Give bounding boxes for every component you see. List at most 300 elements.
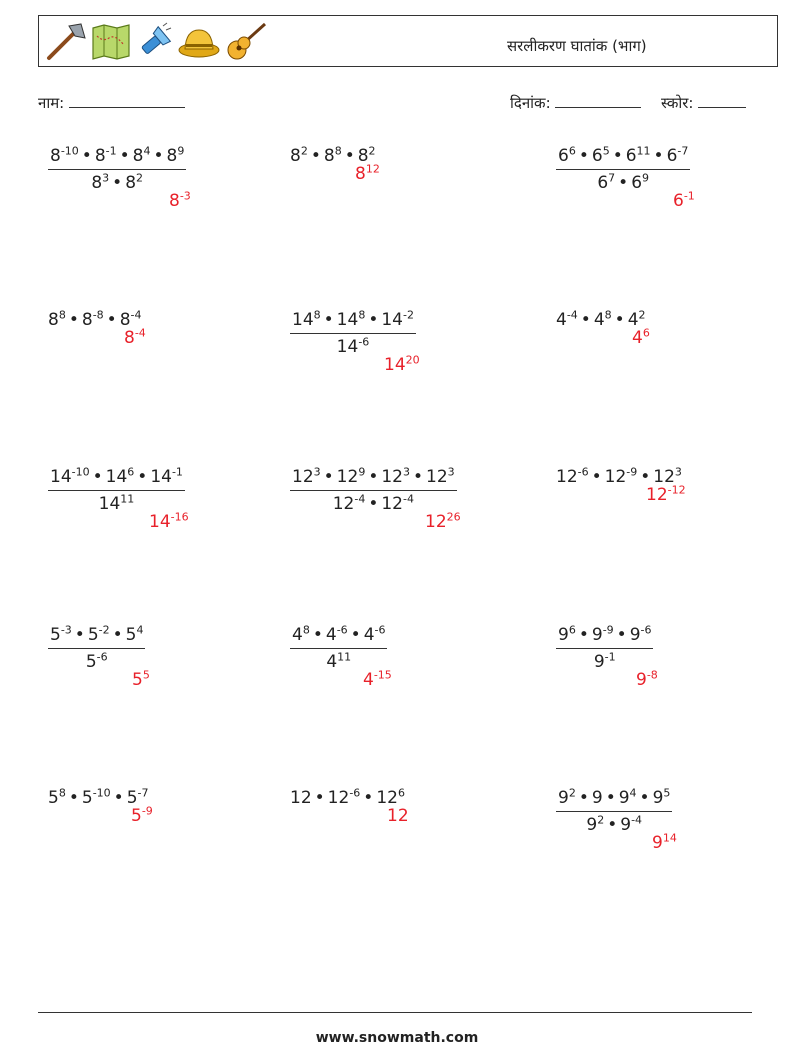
footer-divider bbox=[38, 1012, 752, 1013]
power-term bbox=[376, 788, 405, 808]
exponent: 3 bbox=[674, 465, 682, 479]
answer bbox=[363, 670, 392, 690]
answer bbox=[646, 485, 686, 505]
exponent: -2 bbox=[98, 623, 110, 637]
exponent: 3 bbox=[102, 171, 110, 185]
power-term bbox=[558, 146, 576, 166]
problem-expression bbox=[556, 146, 690, 193]
answer bbox=[169, 191, 191, 211]
power-term bbox=[337, 467, 366, 487]
power-term bbox=[364, 625, 386, 645]
multiply-dot: • bbox=[616, 625, 627, 645]
base: 9 bbox=[618, 788, 630, 808]
base: 4 bbox=[292, 625, 303, 645]
base: 12 bbox=[290, 788, 312, 808]
problem-expression bbox=[48, 146, 186, 193]
multiply-dot: • bbox=[653, 146, 664, 166]
multiply-dot: • bbox=[605, 788, 616, 808]
power-term bbox=[605, 467, 638, 487]
exponent: -4 bbox=[130, 308, 142, 322]
denominator bbox=[556, 812, 672, 835]
answer-exponent: 6 bbox=[642, 326, 650, 340]
answer-base: 12 bbox=[387, 806, 409, 826]
exponent: 11 bbox=[636, 144, 651, 158]
exponent: 4 bbox=[143, 144, 151, 158]
denominator bbox=[48, 649, 145, 672]
base: 14 bbox=[336, 310, 359, 330]
power-term bbox=[426, 467, 455, 487]
denominator bbox=[556, 170, 690, 193]
name-blank[interactable] bbox=[69, 93, 185, 108]
exponent: 3 bbox=[313, 465, 321, 479]
power-term bbox=[292, 310, 321, 330]
fraction bbox=[48, 467, 185, 514]
denominator bbox=[290, 334, 416, 357]
exponent: -4 bbox=[354, 492, 366, 506]
problem-expression bbox=[290, 467, 457, 514]
header-icons bbox=[45, 20, 267, 64]
base: 9 bbox=[586, 815, 598, 835]
exponent: -6 bbox=[358, 335, 370, 349]
base: 12 bbox=[381, 467, 403, 487]
answer-exponent: -4 bbox=[134, 326, 146, 340]
answer-base: 6 bbox=[673, 191, 684, 211]
exponent: -4 bbox=[631, 813, 643, 827]
answer bbox=[131, 806, 153, 826]
name-field bbox=[38, 93, 185, 113]
multiply-dot: • bbox=[368, 494, 379, 514]
base: 14 bbox=[105, 467, 128, 487]
base: 12 bbox=[604, 467, 627, 487]
power-term bbox=[48, 310, 66, 330]
power-term bbox=[333, 494, 366, 514]
answer bbox=[673, 191, 695, 211]
multiply-dot: • bbox=[312, 625, 323, 645]
multiply-dot: • bbox=[153, 146, 164, 166]
answer-base: 5 bbox=[132, 670, 143, 690]
multiply-dot: • bbox=[580, 310, 591, 330]
power-term bbox=[558, 625, 576, 645]
multiply-dot: • bbox=[74, 625, 85, 645]
base: 4 bbox=[556, 310, 567, 330]
base: 12 bbox=[292, 467, 314, 487]
pith-helmet-icon bbox=[177, 22, 221, 62]
multiply-dot: • bbox=[81, 146, 92, 166]
base: 6 bbox=[666, 146, 678, 166]
footer-website: www.snowmath.com bbox=[315, 1030, 479, 1046]
problem-expression bbox=[48, 467, 185, 514]
multiply-dot: • bbox=[314, 788, 325, 808]
power-term bbox=[50, 146, 79, 166]
worksheet-title: सरलीकरण घातांक (भाग) bbox=[507, 37, 647, 55]
base: 4 bbox=[326, 652, 338, 672]
base: 6 bbox=[558, 146, 569, 166]
base: 12 bbox=[556, 467, 578, 487]
problem-expression bbox=[48, 310, 141, 330]
power-term bbox=[381, 310, 414, 330]
exponent: -4 bbox=[566, 308, 578, 322]
multiply-dot: • bbox=[137, 467, 148, 487]
numerator bbox=[556, 625, 653, 649]
base: 8 bbox=[48, 310, 59, 330]
problem-expression bbox=[556, 467, 682, 487]
exponent: -2 bbox=[402, 308, 414, 322]
base: 5 bbox=[50, 625, 61, 645]
multiply-dot: • bbox=[112, 625, 123, 645]
multiply-dot: • bbox=[68, 310, 79, 330]
exponent: -4 bbox=[402, 492, 414, 506]
map-icon bbox=[91, 22, 131, 62]
answer bbox=[149, 512, 189, 532]
multiply-dot: • bbox=[368, 310, 379, 330]
multiply-dot: • bbox=[119, 146, 130, 166]
problem-expression bbox=[48, 625, 145, 672]
exponent: 4 bbox=[136, 623, 144, 637]
multiply-dot: • bbox=[68, 788, 79, 808]
base: 5 bbox=[85, 652, 97, 672]
exponent: 8 bbox=[313, 308, 321, 322]
multiply-dot: • bbox=[591, 467, 602, 487]
base: 12 bbox=[376, 788, 398, 808]
multiply-dot: • bbox=[612, 146, 623, 166]
power-term bbox=[381, 467, 410, 487]
answer-exponent: 5 bbox=[142, 668, 150, 682]
exponent: 2 bbox=[368, 144, 376, 158]
numerator bbox=[48, 146, 186, 170]
power-term bbox=[126, 625, 144, 645]
multiply-dot: • bbox=[578, 625, 589, 645]
multiply-dot: • bbox=[614, 310, 625, 330]
fraction bbox=[290, 625, 387, 672]
answer-base: 4 bbox=[632, 328, 643, 348]
base: 12 bbox=[332, 494, 355, 514]
multiply-dot: • bbox=[363, 788, 374, 808]
exponent: 2 bbox=[638, 308, 646, 322]
exponent: 9 bbox=[177, 144, 185, 158]
base: 6 bbox=[625, 146, 637, 166]
base: 8 bbox=[132, 146, 144, 166]
name-label: नाम: bbox=[38, 94, 65, 112]
base: 5 bbox=[126, 788, 138, 808]
fraction bbox=[556, 788, 672, 835]
answer bbox=[387, 806, 409, 826]
fraction bbox=[290, 310, 416, 357]
base: 14 bbox=[381, 310, 403, 330]
multiply-dot: • bbox=[618, 173, 629, 193]
numerator bbox=[290, 625, 387, 649]
base: 9 bbox=[593, 652, 605, 672]
power-term bbox=[619, 788, 637, 808]
multiply-dot: • bbox=[578, 788, 589, 808]
answer bbox=[632, 328, 650, 348]
power-term bbox=[133, 146, 151, 166]
base: 9 bbox=[558, 625, 569, 645]
problem-expression bbox=[556, 625, 653, 672]
power-term bbox=[337, 310, 366, 330]
problem-expression bbox=[290, 788, 405, 808]
power-term bbox=[653, 788, 671, 808]
base: 8 bbox=[290, 146, 301, 166]
power-term bbox=[337, 337, 370, 357]
answer-base: 5 bbox=[131, 806, 142, 826]
multiply-dot: • bbox=[323, 467, 334, 487]
multiply-dot: • bbox=[368, 467, 379, 487]
answer-base: 12 bbox=[425, 512, 447, 532]
answer bbox=[652, 833, 677, 853]
answer-exponent: -1 bbox=[683, 189, 695, 203]
multiply-dot: • bbox=[323, 310, 334, 330]
answer-base: 9 bbox=[652, 833, 663, 853]
exponent: -6 bbox=[349, 786, 361, 800]
power-term bbox=[290, 146, 308, 166]
power-term bbox=[91, 173, 109, 193]
multiply-dot: • bbox=[106, 310, 117, 330]
exponent: -9 bbox=[626, 465, 638, 479]
exponent: 9 bbox=[642, 171, 650, 185]
exponent: 7 bbox=[608, 171, 616, 185]
base: 12 bbox=[336, 467, 359, 487]
exponent: -6 bbox=[640, 623, 652, 637]
date-label: दिनांक: bbox=[510, 94, 551, 112]
date-blank[interactable] bbox=[555, 93, 641, 108]
base: 6 bbox=[597, 173, 609, 193]
base: 9 bbox=[558, 788, 569, 808]
problem-expression bbox=[290, 625, 387, 672]
multiply-dot: • bbox=[607, 815, 618, 835]
exponent: -6 bbox=[96, 650, 108, 664]
base: 5 bbox=[125, 625, 137, 645]
base: 12 bbox=[426, 467, 448, 487]
multiply-dot: • bbox=[639, 788, 650, 808]
power-term bbox=[292, 625, 310, 645]
power-term bbox=[326, 625, 348, 645]
exponent: -3 bbox=[60, 623, 72, 637]
answer-exponent: 20 bbox=[405, 353, 420, 367]
base: 9 bbox=[591, 625, 603, 645]
problem-expression bbox=[290, 146, 376, 166]
base: 8 bbox=[81, 310, 93, 330]
problem-expression bbox=[290, 310, 416, 357]
base: 9 bbox=[629, 625, 641, 645]
answer-base: 14 bbox=[384, 355, 406, 375]
base: 9 bbox=[652, 788, 664, 808]
answer-base: 14 bbox=[149, 512, 171, 532]
answer-exponent: 26 bbox=[446, 510, 461, 524]
base: 8 bbox=[91, 173, 103, 193]
exponent: 8 bbox=[58, 308, 66, 322]
power-term bbox=[86, 652, 108, 672]
fraction bbox=[556, 625, 653, 672]
exponent: 8 bbox=[302, 623, 310, 637]
multiply-dot: • bbox=[412, 467, 424, 487]
power-term bbox=[150, 467, 183, 487]
exponent: -1 bbox=[105, 144, 117, 158]
answer-base: 9 bbox=[636, 670, 647, 690]
numerator bbox=[290, 467, 457, 491]
exponent: -9 bbox=[602, 623, 614, 637]
answer-base: 8 bbox=[355, 164, 366, 184]
exponent: 8 bbox=[358, 308, 366, 322]
multiply-dot: • bbox=[640, 467, 651, 487]
power-term bbox=[99, 494, 135, 514]
base: 8 bbox=[94, 146, 106, 166]
flashlight-icon bbox=[135, 22, 173, 62]
exponent: 6 bbox=[568, 144, 576, 158]
base: 4 bbox=[593, 310, 605, 330]
power-term bbox=[326, 652, 351, 672]
multiply-dot: • bbox=[92, 467, 103, 487]
exponent: -7 bbox=[137, 786, 149, 800]
base: 5 bbox=[81, 788, 93, 808]
power-term bbox=[586, 815, 604, 835]
base: 4 bbox=[627, 310, 639, 330]
power-term bbox=[88, 625, 110, 645]
fraction bbox=[48, 146, 186, 193]
fraction bbox=[290, 467, 457, 514]
exponent: -8 bbox=[92, 308, 104, 322]
base: 9 bbox=[620, 815, 632, 835]
base: 5 bbox=[48, 788, 59, 808]
base: 12 bbox=[327, 788, 350, 808]
power-term bbox=[50, 625, 72, 645]
power-term bbox=[594, 652, 616, 672]
power-term bbox=[381, 494, 414, 514]
exponent: 8 bbox=[604, 308, 612, 322]
guitar-icon bbox=[225, 22, 267, 62]
exponent: 2 bbox=[568, 786, 576, 800]
power-term bbox=[82, 310, 104, 330]
exponent: 9 bbox=[358, 465, 366, 479]
power-term bbox=[48, 788, 66, 808]
exponent: 8 bbox=[334, 144, 342, 158]
numerator bbox=[48, 625, 145, 649]
problem-expression bbox=[48, 788, 148, 808]
answer-exponent: 12 bbox=[365, 162, 380, 176]
base: 4 bbox=[325, 625, 337, 645]
header-box bbox=[38, 15, 778, 67]
score-label: स्कोर: bbox=[660, 94, 694, 112]
exponent: 4 bbox=[629, 786, 637, 800]
denominator bbox=[556, 649, 653, 672]
exponent: 2 bbox=[136, 171, 144, 185]
denominator bbox=[48, 170, 186, 193]
base: 14 bbox=[292, 310, 314, 330]
power-term bbox=[626, 146, 651, 166]
base: 9 bbox=[591, 788, 603, 808]
exponent: -6 bbox=[577, 465, 589, 479]
answer-exponent: -16 bbox=[170, 510, 189, 524]
multiply-dot: • bbox=[310, 146, 321, 166]
base: 6 bbox=[591, 146, 603, 166]
denominator bbox=[48, 491, 185, 514]
base: 6 bbox=[631, 173, 643, 193]
power-term bbox=[592, 625, 614, 645]
answer-base: 8 bbox=[169, 191, 180, 211]
exponent: 6 bbox=[568, 623, 576, 637]
numerator bbox=[48, 467, 185, 491]
base: 5 bbox=[87, 625, 99, 645]
power-term bbox=[292, 467, 321, 487]
exponent: 6 bbox=[397, 786, 405, 800]
power-term bbox=[620, 815, 642, 835]
power-term bbox=[631, 173, 649, 193]
answer-base: 8 bbox=[124, 328, 135, 348]
answer-exponent: -9 bbox=[141, 804, 153, 818]
answer bbox=[124, 328, 146, 348]
answer-base: 12 bbox=[646, 485, 668, 505]
exponent: 2 bbox=[597, 813, 605, 827]
base: 12 bbox=[653, 467, 675, 487]
power-term bbox=[558, 788, 576, 808]
exponent: -1 bbox=[171, 465, 183, 479]
exponent: 2 bbox=[300, 144, 308, 158]
base: 8 bbox=[166, 146, 178, 166]
multiply-dot: • bbox=[350, 625, 361, 645]
power-term bbox=[290, 788, 312, 808]
base: 8 bbox=[125, 173, 137, 193]
multiply-dot: • bbox=[344, 146, 355, 166]
answer-exponent: -12 bbox=[667, 483, 686, 497]
answer-exponent: -8 bbox=[646, 668, 658, 682]
exponent: -10 bbox=[92, 786, 111, 800]
exponent: 5 bbox=[602, 144, 610, 158]
exponent: -10 bbox=[60, 144, 79, 158]
answer bbox=[636, 670, 658, 690]
power-term bbox=[328, 788, 361, 808]
multiply-dot: • bbox=[112, 173, 123, 193]
exponent: -6 bbox=[336, 623, 348, 637]
power-term bbox=[556, 310, 578, 330]
power-term bbox=[592, 788, 603, 808]
answer-base: 4 bbox=[363, 670, 374, 690]
answer bbox=[384, 355, 420, 375]
base: 14 bbox=[50, 467, 72, 487]
power-term bbox=[324, 146, 342, 166]
power-term bbox=[167, 146, 185, 166]
answer-exponent: 14 bbox=[662, 831, 677, 845]
exponent: -7 bbox=[677, 144, 689, 158]
base: 8 bbox=[50, 146, 61, 166]
base: 4 bbox=[363, 625, 375, 645]
exponent: 11 bbox=[120, 492, 135, 506]
score-blank[interactable] bbox=[698, 93, 746, 108]
fraction bbox=[556, 146, 690, 193]
power-term bbox=[592, 146, 610, 166]
power-term bbox=[667, 146, 689, 166]
problem-expression bbox=[556, 310, 646, 330]
exponent: 6 bbox=[127, 465, 135, 479]
exponent: 3 bbox=[447, 465, 455, 479]
power-term bbox=[125, 173, 143, 193]
base: 8 bbox=[357, 146, 369, 166]
multiply-dot: • bbox=[113, 788, 124, 808]
base: 12 bbox=[381, 494, 403, 514]
exponent: 3 bbox=[402, 465, 410, 479]
power-term bbox=[106, 467, 135, 487]
numerator bbox=[556, 146, 690, 170]
power-term bbox=[82, 788, 111, 808]
answer-exponent: -15 bbox=[373, 668, 392, 682]
power-term bbox=[594, 310, 612, 330]
exponent: -10 bbox=[71, 465, 90, 479]
power-term bbox=[50, 467, 90, 487]
date-score-field bbox=[510, 93, 746, 113]
power-term bbox=[597, 173, 615, 193]
base: 14 bbox=[336, 337, 359, 357]
exponent: 5 bbox=[663, 786, 671, 800]
base: 14 bbox=[150, 467, 172, 487]
fraction bbox=[48, 625, 145, 672]
